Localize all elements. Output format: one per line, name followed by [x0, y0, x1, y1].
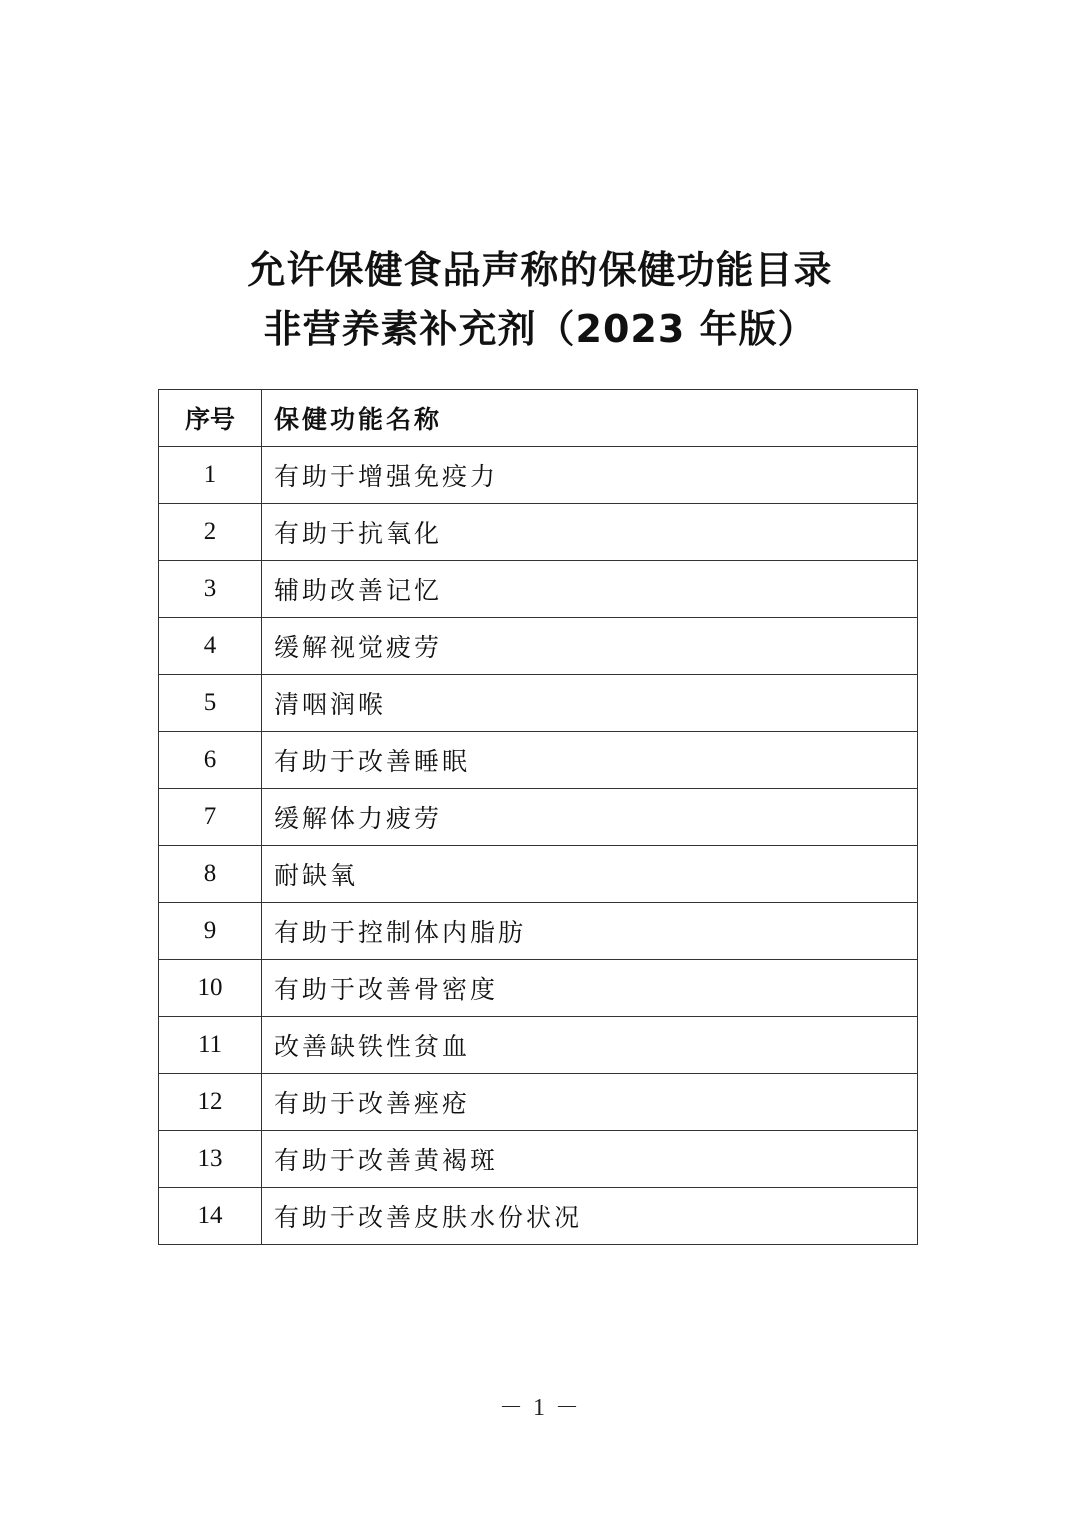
row-number: 13: [159, 1131, 262, 1188]
row-number: 4: [159, 618, 262, 675]
function-name: 缓解体力疲劳: [262, 789, 918, 846]
column-header-name: 保健功能名称: [262, 390, 918, 447]
table-row: [159, 618, 918, 675]
table-row: [159, 846, 918, 903]
row-number: 6: [159, 732, 262, 789]
row-number: 14: [159, 1188, 262, 1245]
table-row: [159, 1188, 918, 1245]
health-function-table: [158, 389, 918, 1245]
function-name: 清咽润喉: [262, 675, 918, 732]
row-number: 12: [159, 1074, 262, 1131]
function-name: 有助于改善骨密度: [262, 960, 918, 1017]
table-row: [159, 1074, 918, 1131]
table-row: [159, 1131, 918, 1188]
table-row: [159, 789, 918, 846]
table-header-row: [159, 390, 918, 447]
function-name: 辅助改善记忆: [262, 561, 918, 618]
table-row: [159, 504, 918, 561]
table-row: [159, 675, 918, 732]
function-name: 有助于改善睡眠: [262, 732, 918, 789]
function-name: 缓解视觉疲劳: [262, 618, 918, 675]
table-row: [159, 960, 918, 1017]
function-name: 耐缺氧: [262, 846, 918, 903]
row-number: 10: [159, 960, 262, 1017]
function-name: 有助于控制体内脂肪: [262, 903, 918, 960]
row-number: 8: [159, 846, 262, 903]
table-row: [159, 447, 918, 504]
document-subtitle: 非营养素补充剂（2023 年版）: [263, 307, 817, 351]
table-row: [159, 561, 918, 618]
function-name: 改善缺铁性贫血: [262, 1017, 918, 1074]
row-number: 7: [159, 789, 262, 846]
function-name: 有助于改善黄褐斑: [262, 1131, 918, 1188]
row-number: 1: [159, 447, 262, 504]
function-name: 有助于改善痤疮: [262, 1074, 918, 1131]
page-number: － 1 －: [499, 1395, 581, 1421]
column-header-no: 序号: [159, 390, 262, 447]
row-number: 9: [159, 903, 262, 960]
table-row: [159, 1017, 918, 1074]
document-title: 允许保健食品声称的保健功能目录: [247, 248, 833, 292]
function-name: 有助于增强免疫力: [262, 447, 918, 504]
function-name: 有助于抗氧化: [262, 504, 918, 561]
function-name: 有助于改善皮肤水份状况: [262, 1188, 918, 1245]
table-row: [159, 903, 918, 960]
table-row: [159, 732, 918, 789]
row-number: 11: [159, 1017, 262, 1074]
row-number: 5: [159, 675, 262, 732]
row-number: 3: [159, 561, 262, 618]
row-number: 2: [159, 504, 262, 561]
